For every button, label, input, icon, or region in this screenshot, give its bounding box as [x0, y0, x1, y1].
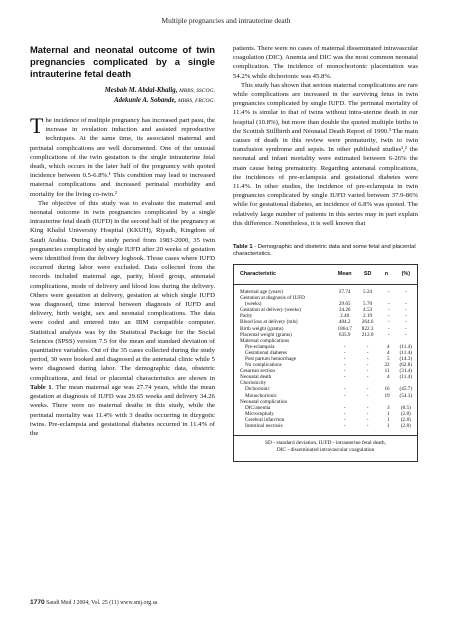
cell-characteristic: Dichorionic: [245, 386, 270, 393]
cell-pct: -: [404, 307, 407, 314]
page-footer: [30, 599, 157, 606]
cell-pct: (2.8): [400, 410, 411, 417]
footnote-line-1: SD - standard deviation, IUFD - intrauterine fetal death,: [265, 440, 386, 447]
cell-pct: -: [404, 319, 407, 326]
cell-pct: (31.4): [399, 368, 413, 375]
article-title: Maternal and neonatal outcome of twin pregnancies complicated by a single intrauterine fetal death: [30, 44, 215, 79]
cell-n: -: [387, 301, 390, 308]
author-degrees: MBBS, SSCOG,: [179, 88, 215, 94]
cell-pct: -: [404, 288, 407, 295]
cell-n: -: [387, 319, 390, 326]
discussion-paragraph: This study has shown that serious maternal complications are rare while complications are increased in the surviving fetus in twin pregnancies complicated by single IUFD. The perinatal mortality of 11.4% is similar to that of twins without intra-uterine death in our hospital (10.8%), but more than double the quoted multiple births in the Scottish Stillbirth and Neonatal Death Report of 1990.³ The main causes of death in this review were prematurity, twin to twin transfusion syndrome and sepsis. In other published studies¹,² the neonatal and infant mortality were estimated between 6-26% the main cause being prematurity. Regarding antenatal complications, the incidences of pre-eclampsia and gestational diabetes were 11.4%. In other studies, the incidence of pre-eclampsia in twin pregnancies complicated by single IUFD varied between 37.9-86% while for gestational diabetes, an incidence of 6.8% was quoted. The relatively large number of patients in this series may in part explain this difference. Nonetheless, it is well known that: [233, 81, 418, 227]
table-caption-text: - Demographic and obstetric data and some fetal and placental characteristics.: [233, 244, 416, 258]
table-row: [234, 284, 417, 295]
cell-characteristic: Cesarean section: [240, 368, 276, 375]
author-1: [30, 86, 215, 96]
cell-characteristic: Gestational diabetes: [245, 349, 287, 356]
cell-mean: -: [343, 343, 346, 350]
cell-sd: -: [366, 410, 369, 417]
cell-mean: 404.2: [338, 319, 351, 326]
cell-mean: -: [343, 410, 346, 417]
running-head: Multiple pregnancies and intrauterine death: [161, 16, 291, 25]
drop-cap: T: [30, 113, 44, 138]
cell-characteristic: Gestation at delivery (weeks): [240, 307, 301, 314]
cell-n: 4: [387, 374, 390, 381]
intro-paragraph: [30, 113, 215, 199]
cell-mean: 29.65: [338, 301, 351, 308]
cell-characteristic: Cerebral infarction: [245, 416, 285, 423]
table-label: Table 1: [233, 244, 253, 251]
cell-sd: 5.70: [363, 301, 373, 308]
table-row: [234, 423, 417, 436]
cell-mean: 27.74: [338, 288, 351, 295]
cell-n: -: [387, 325, 390, 332]
left-column: [30, 44, 215, 438]
cell-characteristic: Parity: [240, 313, 253, 320]
cell-pct: (2.8): [400, 416, 411, 423]
cell-n: 4: [387, 343, 390, 350]
cell-pct: -: [404, 325, 407, 332]
cell-pct: (45.7): [399, 386, 413, 393]
cell-n: 11: [384, 368, 390, 375]
cell-n: 22: [384, 362, 390, 369]
page-number: 1770: [30, 599, 45, 606]
cell-characteristic: Placental weight (grams): [240, 331, 292, 338]
cell-characteristic: Intestinal necrosis: [234, 423, 332, 436]
cell-characteristic: Blood loss at delivery (mls): [240, 319, 298, 326]
cell-sd: -: [366, 386, 369, 393]
cell-sd: 5.24: [363, 288, 373, 295]
table-caption: [233, 244, 418, 259]
header-mean: Mean: [332, 265, 357, 285]
cell-sd: 2.19: [363, 313, 373, 320]
cell-characteristic: Post partum hemorrhage: [245, 356, 296, 362]
cell-sd: 822.3: [361, 325, 374, 332]
cell-mean: -: [332, 423, 357, 436]
intro-text: he incidence of multiple pregnancy has increased part pasu, the increase in ovulation induction and assisted reproductive techniques. At the same time, its associated maternal and perinatal complications are well documented. One of the unusual complications of the twin gestation is the single intrauterine fetal death, which occurs in the later half of the pregnancy with quoted incidence between 0.5-6.8%.¹ This condition may lead to increased maternal complications and increased perinatal morbidity and mortality for the living co-twin.²: [30, 117, 215, 198]
cell-characteristic: Microcephaly: [245, 410, 274, 417]
author-name: Adekunle A. Sobande,: [114, 97, 177, 104]
cell-sd: -: [366, 368, 369, 375]
cell-characteristic: Monochorionic: [245, 392, 277, 399]
cell-n: 5: [387, 356, 390, 362]
cell-sd: 4.53: [363, 307, 373, 314]
author-list: [30, 86, 215, 106]
cell-mean: 34.26: [338, 307, 351, 314]
cell-mean: 635.9: [338, 331, 351, 338]
cell-pct: (8.5): [400, 404, 411, 411]
cell-characteristic: (weeks): [245, 301, 262, 308]
cell-pct: (14.3): [399, 356, 413, 362]
cell-characteristic: Maternal complications: [240, 337, 290, 344]
cell-pct: (11.4): [399, 374, 412, 381]
cell-sd: -: [357, 423, 378, 436]
cell-characteristic: Neonatal death: [240, 374, 272, 381]
cell-n: 4: [387, 349, 390, 356]
header-sd: SD: [357, 265, 378, 285]
data-table: [234, 265, 417, 436]
cell-n: 16: [384, 386, 390, 393]
table-header-row: [234, 265, 417, 285]
cell-sd: -: [366, 374, 369, 381]
cell-pct: -: [404, 313, 407, 320]
cell-pct: -: [404, 331, 407, 338]
cell-characteristic: Neonatal complication: [240, 398, 288, 405]
methods-paragraph: [30, 199, 215, 438]
cell-n: -: [387, 288, 390, 295]
header-pct: (%): [395, 265, 417, 285]
cell-n: 19: [384, 392, 390, 399]
cell-sd: -: [366, 362, 369, 369]
header-n: n: [378, 265, 394, 285]
cell-mean: 2.46: [340, 313, 350, 320]
cell-n: -: [387, 331, 390, 338]
cell-pct: (11.4): [399, 349, 412, 356]
cell-mean: -: [343, 416, 346, 423]
cell-mean: -: [343, 404, 346, 411]
cell-mean: -: [343, 374, 346, 381]
cell-mean: -: [343, 356, 346, 362]
cell-n: 1: [387, 410, 390, 417]
cell-characteristic: Birth weight (grams): [240, 325, 284, 332]
author-2: [30, 96, 215, 106]
cell-mean: -: [343, 362, 346, 369]
results-text: . The mean maternal age was 27.74 years, while the mean gestation at diagnosis of IUFD was 29.65 weeks and delivery 34.26 weeks. There were no maternal deaths in this study, while the perinatal mortality was 11.4% with 3 deaths occurring in dizygotic twins. Pre-eclampsia and gestational diabetes occurred in 11.4% of the: [30, 383, 215, 437]
cell-pct: (54.3): [399, 392, 413, 399]
table-footnote: [234, 436, 417, 461]
right-column: [233, 44, 418, 462]
cell-n: -: [387, 307, 390, 314]
cell-mean: -: [343, 392, 346, 399]
cell-pct: (62.8): [399, 362, 413, 369]
cell-sd: -: [366, 356, 369, 362]
cell-n: 1: [387, 416, 390, 423]
cell-characteristic: Chorionicity: [240, 380, 267, 387]
cell-mean: -: [343, 386, 346, 393]
cell-sd: -: [366, 392, 369, 399]
cell-pct: -: [404, 301, 407, 308]
cell-sd: 264.6: [361, 319, 374, 326]
cell-characteristic: No complications: [245, 362, 282, 369]
author-degrees: MBBS, FRCOG.: [177, 98, 215, 104]
cell-pct: (11.4): [399, 343, 412, 350]
cell-pct: (2.8): [395, 423, 417, 436]
cell-sd: -: [366, 343, 369, 350]
journal-citation: Saudi Med J 2004; Vol. 25 (11) www.smj.org.sa: [46, 600, 158, 606]
cell-sd: 212.0: [361, 331, 374, 338]
cell-characteristic: DIC/anemia: [245, 404, 271, 411]
cell-characteristic: Gestation at diagnosis of IUFD: [240, 295, 305, 302]
cell-mean: -: [343, 349, 346, 356]
cell-sd: -: [366, 416, 369, 423]
table-body: [234, 284, 417, 435]
table-1: [233, 264, 418, 462]
cell-sd: -: [366, 404, 369, 411]
cell-n: 3: [387, 404, 390, 411]
cell-mean: 1864.7: [337, 325, 352, 332]
cell-characteristic: Maternal age (years): [240, 288, 283, 295]
cell-mean: -: [343, 368, 346, 375]
header-characteristic: Characteristic: [234, 265, 332, 285]
cell-n: -: [387, 313, 390, 320]
results-continued-paragraph: patients. There were no cases of maternal disseminated intravascular coagulation (DIC). Anemia and DIC was the most common neonatal complication. The incidence of monochorionic placentation was 54.2% while dichorionic was 45.8%.: [233, 45, 418, 80]
methods-text: The objective of this study was to evaluate the maternal and neonatal outcome in twin pregnancies complicated by a single intrauterine fetal death (IUFD) in the second half of the pregnancy at King Khalid University Hospital (KKUH), Riyadh, Kingdom of Saudi Arabia. During the study period from 1983-2000, 35 twin pregnancies complicated by single IUFD after 20 weeks of gestation were identified from the delivery logbook. Those cases where IUFD occurred during labor were excluded. Data collected from the records included maternal age, parity, blood group, antenatal complications, mode of delivery and blood loss during the delivery. Others were gestation at delivery, gestation at which single IUFD was diagnosed, time interval between diagnosis of IUFD and delivery, birth weight, sex and neonatal complications. The data were coded and entered into an IBM compatible computer. Statistical analysis was by the Statistical Package for the Social Sciences (SPSS) version 7.5 for the mean and standard deviation of quantitative variables. Out of the 35 cases collected during the study period, 30 were booked and diagnosed at the antenatal clinic while 5 were diagnosed during labor. The demographic data, obstetric complications, and fetal or placental characteristics are shown in: [30, 199, 215, 382]
cell-sd: -: [366, 349, 369, 356]
author-name: Mesbah M. Abdal-Khalig,: [104, 87, 178, 94]
cell-n: 1: [378, 423, 394, 436]
cell-characteristic: Pre-eclampsia: [245, 343, 275, 350]
table-reference: Table 1: [30, 383, 52, 391]
footnote-line-2: DIC - disseminated intravascular coagulation: [276, 446, 375, 453]
